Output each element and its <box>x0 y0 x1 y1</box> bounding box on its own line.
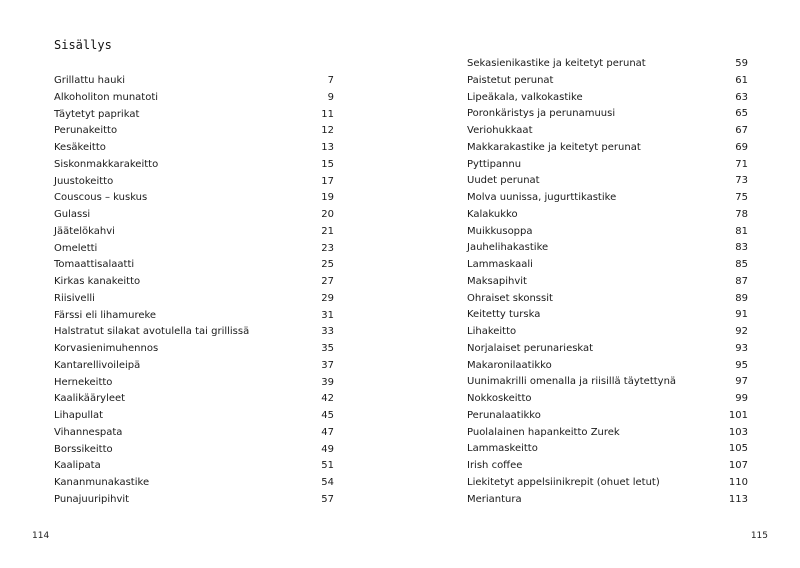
toc-entry <box>467 408 748 425</box>
toc-entry <box>467 341 748 358</box>
toc-entry-page: 11 <box>321 108 334 120</box>
toc-entry <box>54 442 334 459</box>
toc-entry-title: Keitetty turska <box>467 309 541 321</box>
toc-entry <box>467 140 748 157</box>
toc-entry <box>54 140 334 157</box>
toc-entry-title: Lipeäkala, valkokastike <box>467 91 583 103</box>
toc-entry-page: 47 <box>321 426 334 438</box>
toc-entry-title: Lammaskeitto <box>467 443 538 455</box>
toc-entry-page: 27 <box>321 276 334 287</box>
toc-entry <box>54 425 334 442</box>
toc-entry-page: 57 <box>321 493 334 505</box>
toc-entry <box>54 224 334 241</box>
toc-entry <box>54 375 334 392</box>
toc-entry-title: Punajuuripihvit <box>54 493 130 505</box>
toc-entry-title: Kalakukko <box>467 208 518 220</box>
toc-entry-page: 91 <box>735 309 748 321</box>
toc-entry-page: 75 <box>735 192 748 203</box>
toc-entry-page: 85 <box>735 259 748 270</box>
toc-entry <box>467 207 748 224</box>
toc-entry-title: Lihapullat <box>54 410 104 421</box>
toc-entry-page: 105 <box>728 443 748 455</box>
toc-entry-title: Kaalikääryleet <box>54 393 126 405</box>
toc-entry-title: Kananmunakastike <box>54 477 150 488</box>
toc-entry-page: 92 <box>735 326 748 337</box>
toc-entry-title: Jäätelökahvi <box>54 225 115 237</box>
toc-entry-page: 23 <box>321 242 334 254</box>
toc-entry <box>54 391 334 408</box>
toc-entry <box>467 190 748 207</box>
toc-entry-title: Uudet perunat <box>467 175 540 187</box>
toc-entry <box>467 157 748 174</box>
toc-entry-page: 89 <box>735 292 748 304</box>
toc-entry-title: Kantarellivoileipä <box>54 359 141 371</box>
toc-entry <box>467 374 748 391</box>
toc-entry <box>467 425 748 442</box>
toc-entry-page: 15 <box>321 158 334 170</box>
toc-entry-page: 9 <box>327 91 334 103</box>
toc-entry-page: 61 <box>735 74 748 86</box>
toc-entry-page: 35 <box>321 343 334 354</box>
toc-entry-page: 19 <box>321 192 334 204</box>
toc-entry-title: Maksapihvit <box>467 275 527 287</box>
toc-entry <box>54 408 334 425</box>
toc-entry <box>467 307 748 324</box>
toc-entry-page: 12 <box>321 125 334 137</box>
toc-entry-page: 33 <box>321 326 334 338</box>
toc-entry <box>54 123 334 140</box>
toc-entry-page: 101 <box>728 409 748 421</box>
toc-entry <box>467 123 748 140</box>
toc-entry-title: Makkarakastike ja keitetyt perunat <box>467 141 641 153</box>
toc-entry <box>467 475 748 492</box>
toc-entry <box>54 358 334 375</box>
toc-entry-page: 20 <box>321 209 334 220</box>
toc-entry-title: Siskonmakkarakeitto <box>54 158 159 170</box>
toc-entry-title: Hernekeitto <box>54 376 113 388</box>
toc-entry-page: 65 <box>735 108 748 120</box>
toc-entry <box>467 441 748 458</box>
toc-entry <box>467 358 748 375</box>
toc-entry-title: Lammaskaali <box>467 259 533 270</box>
toc-entry <box>467 90 748 107</box>
toc-entry <box>467 106 748 123</box>
toc-entry-title: Ohraiset skonssit <box>467 292 553 304</box>
toc-entry-page: 39 <box>321 376 334 388</box>
toc-entry-page: 69 <box>735 141 748 153</box>
toc-entry-page: 31 <box>321 309 334 321</box>
toc-entry <box>54 190 334 207</box>
toc-entry <box>467 324 748 341</box>
toc-entry-page: 29 <box>321 292 334 304</box>
toc-entry <box>54 308 334 325</box>
toc-entry <box>54 324 334 341</box>
toc-entry-title: Sekasienikastike ja keitetyt perunat <box>467 58 646 69</box>
toc-entry-page: 59 <box>735 58 748 69</box>
toc-entry-page: 51 <box>321 460 334 472</box>
toc-entry <box>467 73 748 90</box>
toc-entry-title: Pyttipannu <box>467 158 522 170</box>
toc-entry <box>467 458 748 475</box>
toc-entry-title: Vihannespata <box>54 426 123 438</box>
toc-entry-page: 99 <box>735 393 748 404</box>
toc-entry-page: 17 <box>321 175 334 187</box>
toc-entry-page: 25 <box>321 259 334 271</box>
toc-entry-page: 37 <box>321 359 334 371</box>
toc-entry-title: Nokkoskeitto <box>467 393 532 404</box>
toc-entry-title: Alkoholiton munatoti <box>54 91 159 103</box>
toc-entry-title: Korvasienimuhennos <box>54 343 159 354</box>
toc-entry-title: Uunimakrilli omenalla ja riisillä täytettynä <box>467 376 677 388</box>
toc-entry-page: 78 <box>735 208 748 220</box>
toc-entry-page: 113 <box>728 493 748 505</box>
toc-entry-page: 95 <box>735 359 748 371</box>
toc-entry-title: Puolalainen hapankeitto Zurek <box>467 426 620 438</box>
toc-entry-title: Perunakeitto <box>54 125 118 137</box>
toc-entry-title: Grillattu hauki <box>54 75 126 86</box>
toc-entry-page: 45 <box>321 410 334 421</box>
toc-entry-title: Perunalaatikko <box>467 409 541 421</box>
toc-entry-page: 73 <box>735 175 748 187</box>
toc-entry <box>467 391 748 408</box>
toc-entry-title: Omeletti <box>54 242 98 254</box>
toc-entry <box>54 157 334 174</box>
toc-entry <box>467 224 748 241</box>
toc-entry-title: Makaronilaatikko <box>467 359 552 371</box>
toc-entry-title: Norjalaiset perunarieskat <box>467 342 594 354</box>
toc-entry <box>54 107 334 124</box>
toc-entry <box>54 475 334 492</box>
toc-entry <box>54 458 334 475</box>
toc-entry-page: 87 <box>735 275 748 287</box>
page-number-left: 114 <box>32 531 50 541</box>
toc-entry <box>467 56 748 73</box>
toc-entry-title: Jauhelihakastike <box>467 242 549 254</box>
toc-entry-page: 97 <box>735 376 748 388</box>
toc-entry <box>467 274 748 291</box>
toc-entry <box>467 291 748 308</box>
toc-entry-page: 83 <box>735 242 748 254</box>
toc-entry-page: 67 <box>735 125 748 136</box>
toc-entry <box>54 257 334 274</box>
toc-entry <box>54 341 334 358</box>
page-number-right: 115 <box>750 531 768 541</box>
toc-entry-page: 54 <box>321 477 334 488</box>
toc-entry <box>467 240 748 257</box>
toc-entry-title: Kaalipata <box>54 460 101 472</box>
toc-entry <box>54 73 334 90</box>
toc-entry-title: Couscous – kuskus <box>54 192 148 204</box>
toc-entry-title: Täytetyt paprikat <box>54 108 140 120</box>
toc-entry-page: 81 <box>735 225 748 237</box>
toc-entry-page: 63 <box>735 91 748 103</box>
toc-entry-title: Veriohukkaat <box>467 125 533 136</box>
toc-entry-title: Molva uunissa, jugurttikastike <box>467 192 617 203</box>
toc-entry-title: Gulassi <box>54 209 91 220</box>
toc-entry-title: Irish coffee <box>467 460 523 471</box>
toc-entry-title: Lihakeitto <box>467 326 517 337</box>
toc-entry-title: Paistetut perunat <box>467 74 554 86</box>
toc-entry-title: Halstratut silakat avotulella tai grillissä <box>54 326 250 338</box>
toc-entry <box>54 90 334 107</box>
toc-right-column <box>467 56 748 508</box>
toc-entry-page: 49 <box>321 443 334 455</box>
toc-entry-title: Borssikeitto <box>54 443 113 455</box>
toc-entry <box>54 207 334 224</box>
toc-entry-title: Färssi eli lihamureke <box>54 309 157 321</box>
toc-entry-title: Tomaattisalaatti <box>54 259 135 271</box>
toc-entry-page: 13 <box>321 142 334 153</box>
toc-entry <box>54 291 334 308</box>
toc-entry-page: 42 <box>321 393 334 405</box>
toc-entry-title: Liekitetyt appelsiinikrepit (ohuet letut) <box>467 476 660 488</box>
toc-entry-page: 110 <box>728 476 748 488</box>
toc-title: Sisällys <box>54 38 112 52</box>
toc-entry-page: 21 <box>321 225 334 237</box>
toc-entry <box>54 174 334 191</box>
toc-entry-page: 71 <box>735 158 748 170</box>
toc-entry-page: 103 <box>728 426 748 438</box>
toc-entry <box>467 173 748 190</box>
toc-entry <box>467 257 748 274</box>
toc-entry-title: Muikkusoppa <box>467 225 533 237</box>
toc-entry-title: Poronkäristys ja perunamuusi <box>467 108 616 120</box>
toc-entry-title: Riisivelli <box>54 292 95 304</box>
toc-entry-title: Kesäkeitto <box>54 142 106 153</box>
toc-left-column <box>54 73 334 509</box>
toc-entry <box>54 241 334 258</box>
toc-entry-title: Meriantura <box>467 493 522 505</box>
toc-entry <box>54 274 334 291</box>
toc-entry-title: Kirkas kanakeitto <box>54 276 141 287</box>
toc-entry-title: Juustokeitto <box>54 175 114 187</box>
toc-entry <box>54 492 334 509</box>
toc-entry <box>467 492 748 509</box>
toc-entry-page: 7 <box>327 75 334 86</box>
toc-entry-page: 93 <box>735 342 748 354</box>
toc-entry-page: 107 <box>728 460 748 471</box>
